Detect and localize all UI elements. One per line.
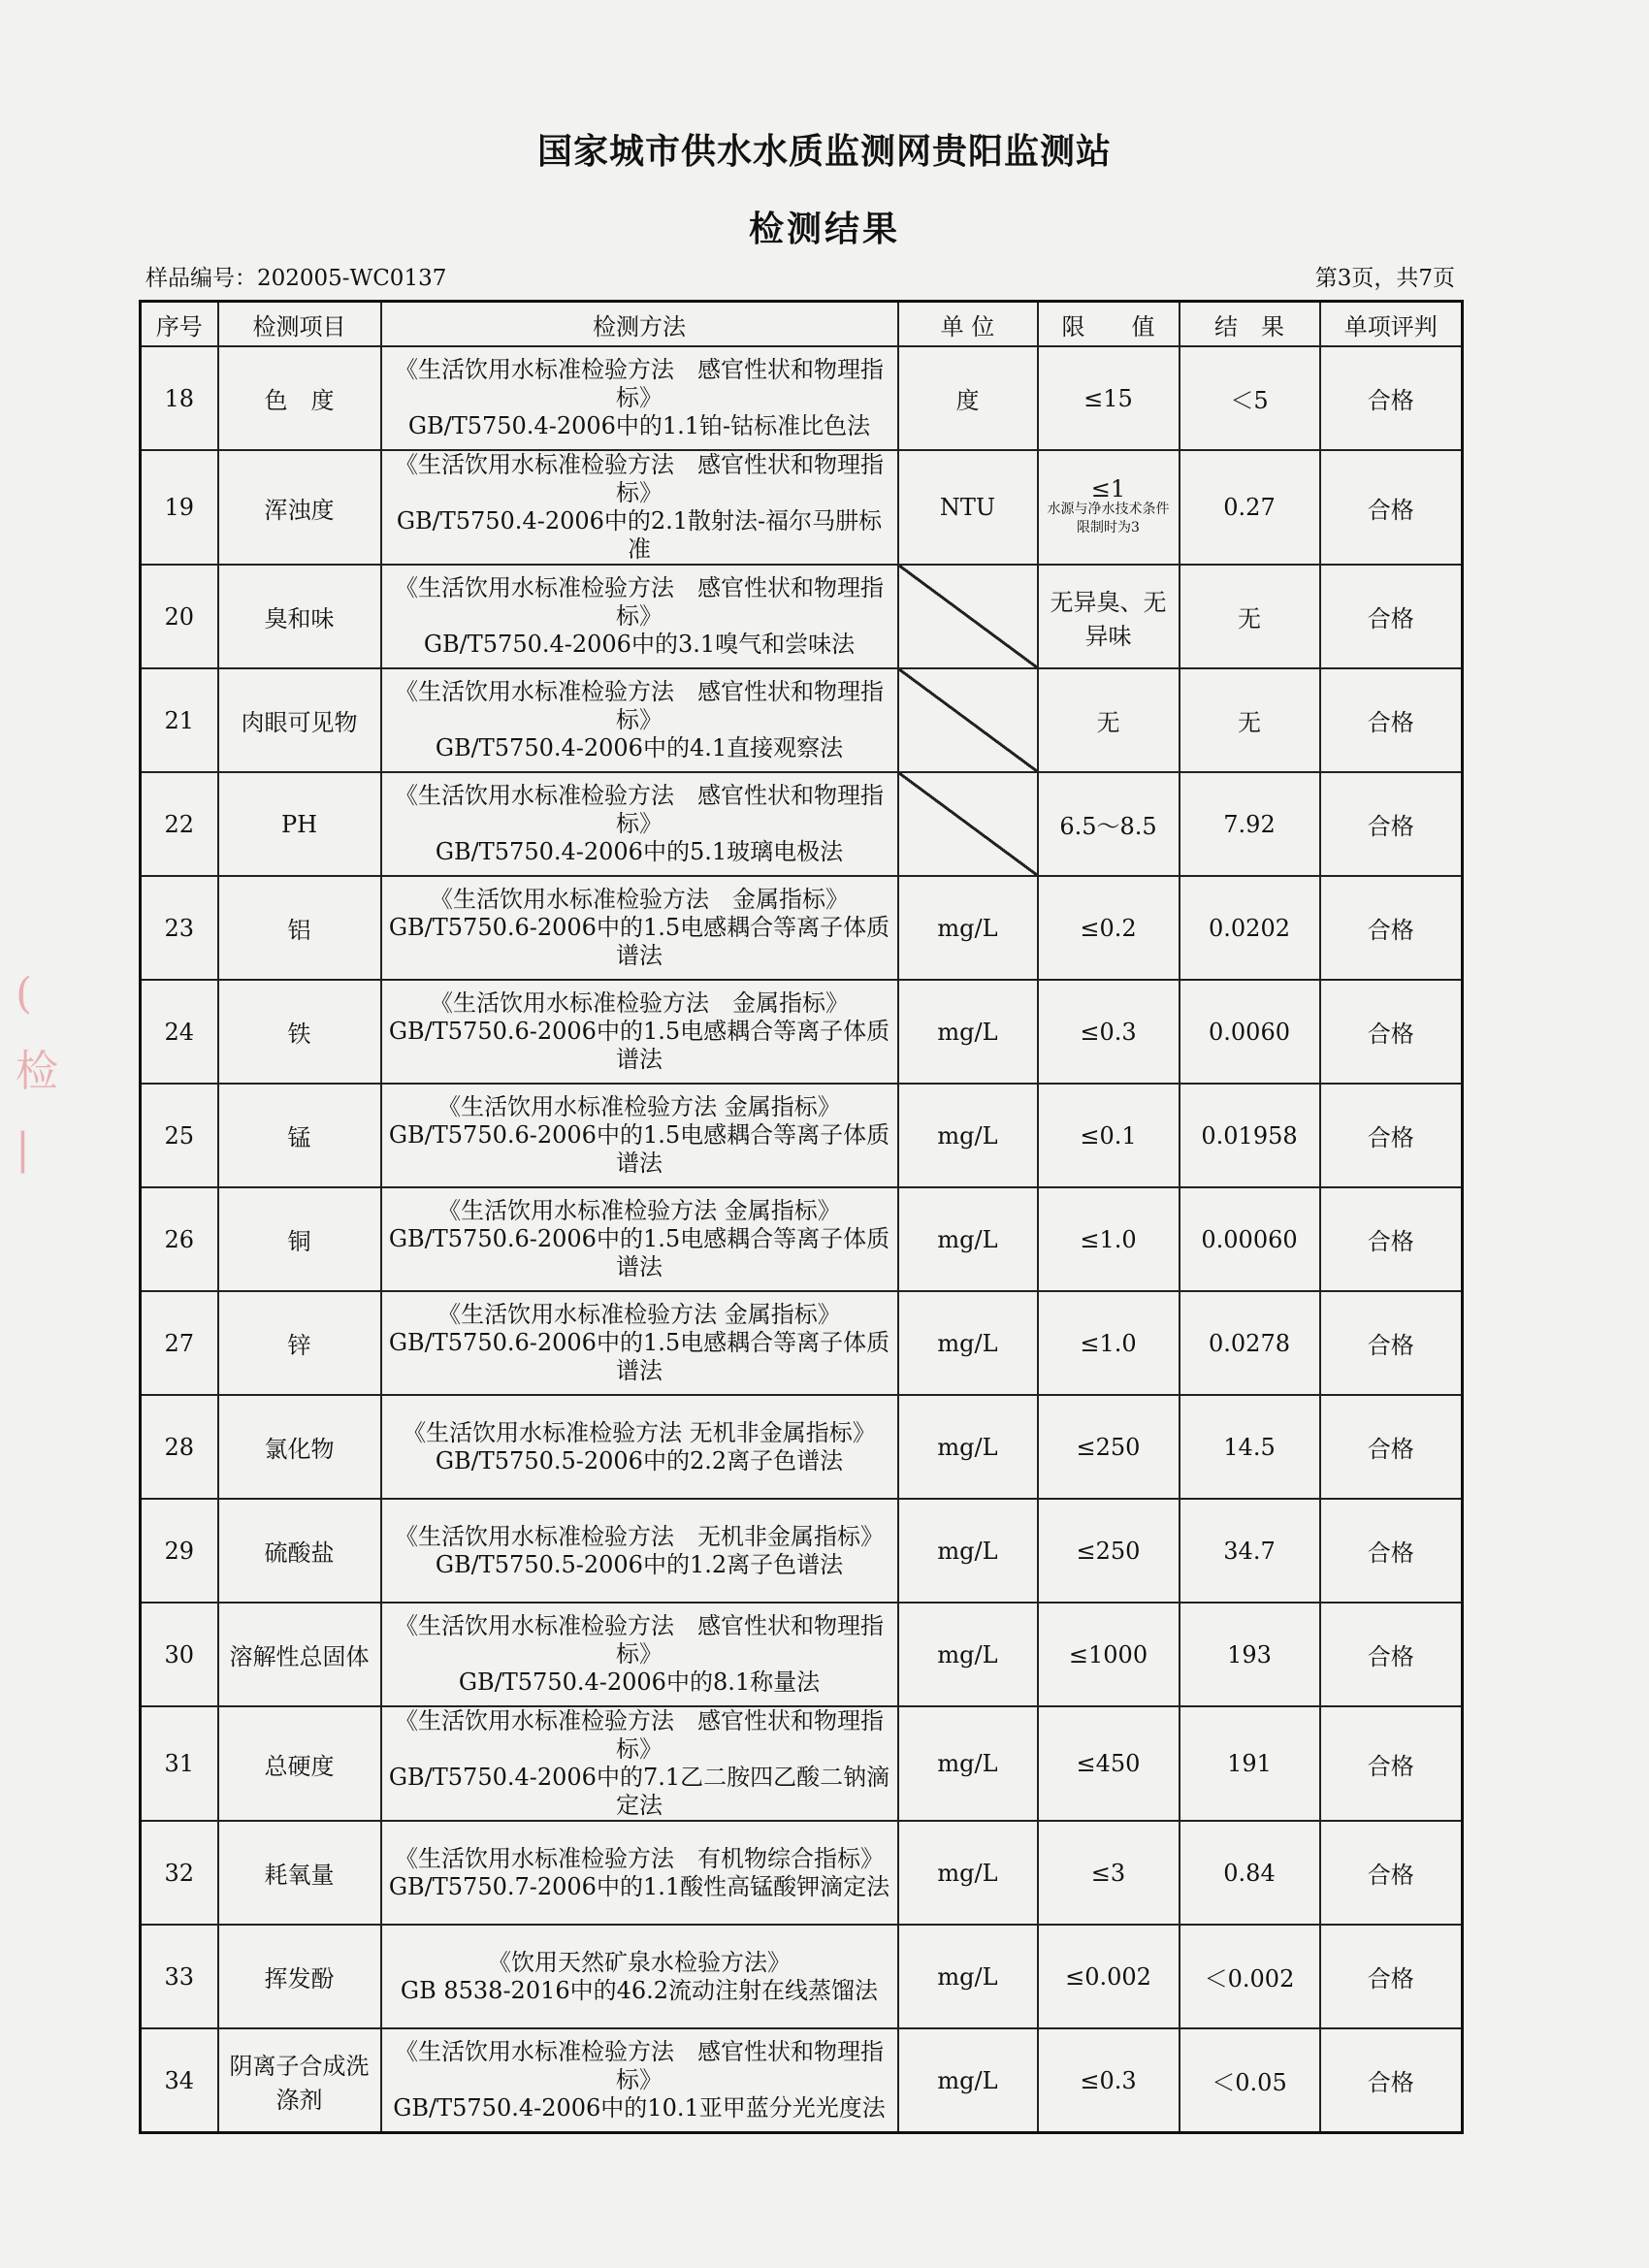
cell-judgement: 合格 bbox=[1320, 1291, 1463, 1395]
method-clause: GB/T5750.6-2006中的1.5电感耦合等离子体质谱法 bbox=[388, 1225, 890, 1280]
page-indicator: 第3页，共7页 bbox=[1314, 266, 1455, 291]
cell-limit bbox=[1038, 1187, 1180, 1291]
method-clause: GB/T5750.4-2006中的2.1散射法-福尔马肼标准 bbox=[396, 507, 883, 563]
results-table bbox=[139, 300, 1464, 2134]
cell-method bbox=[381, 1187, 898, 1291]
method-clause: GB/T5750.6-2006中的1.5电感耦合等离子体质谱法 bbox=[388, 1121, 890, 1177]
cell-unit: mg/L bbox=[898, 1925, 1038, 2028]
cell-method bbox=[381, 980, 898, 1084]
cell-judgement: 合格 bbox=[1320, 565, 1463, 668]
method-clause: GB/T5750.6-2006中的1.5电感耦合等离子体质谱法 bbox=[388, 1018, 890, 1073]
cell-result: 0.0278 bbox=[1180, 1291, 1320, 1395]
limit-value: ≤0.3 bbox=[1080, 1018, 1137, 1046]
cell-no: 27 bbox=[141, 1291, 218, 1395]
cell-method bbox=[381, 1706, 898, 1821]
cell-result: 无 bbox=[1180, 565, 1320, 668]
cell-limit bbox=[1038, 1291, 1180, 1395]
cell-unit: mg/L bbox=[898, 1187, 1038, 1291]
method-standard: 《生活饮用水标准检验方法 金属指标》 bbox=[437, 1301, 841, 1328]
method-clause: GB/T5750.6-2006中的1.5电感耦合等离子体质谱法 bbox=[388, 914, 890, 969]
cell-item: 溶解性总固体 bbox=[218, 1603, 381, 1706]
cell-unit: NTU bbox=[898, 450, 1038, 565]
cell-limit bbox=[1038, 980, 1180, 1084]
table-row bbox=[141, 1925, 1463, 2028]
limit-value: ≤1 bbox=[1090, 475, 1126, 502]
limit-value: ≤1.0 bbox=[1080, 1225, 1137, 1253]
cell-method bbox=[381, 346, 898, 450]
cell-judgement: 合格 bbox=[1320, 772, 1463, 876]
method-standard: 《生活饮用水标准检验方法 感官性状和物理指标》 bbox=[395, 451, 884, 506]
method-standard: 《生活饮用水标准检验方法 金属指标》 bbox=[430, 886, 849, 913]
method-standard: 《生活饮用水标准检验方法 有机物综合指标》 bbox=[395, 1844, 884, 1872]
method-standard: 《生活饮用水标准检验方法 感官性状和物理指标》 bbox=[395, 678, 884, 733]
report-subtitle: 检测结果 bbox=[748, 209, 900, 249]
limit-value: ≤250 bbox=[1076, 1433, 1141, 1461]
cell-unit bbox=[898, 668, 1038, 772]
col-header-judgement: 单项评判 bbox=[1320, 302, 1463, 347]
method-standard: 《生活饮用水标准检验方法 无机非金属指标》 bbox=[395, 1522, 884, 1550]
cell-no: 25 bbox=[141, 1084, 218, 1187]
table-row bbox=[141, 668, 1463, 772]
cell-method bbox=[381, 2028, 898, 2133]
method-clause: GB/T5750.6-2006中的1.5电感耦合等离子体质谱法 bbox=[388, 1329, 890, 1384]
cell-no: 22 bbox=[141, 772, 218, 876]
cell-judgement: 合格 bbox=[1320, 2028, 1463, 2133]
cell-result: ＜5 bbox=[1180, 346, 1320, 450]
cell-unit: mg/L bbox=[898, 2028, 1038, 2133]
cell-method bbox=[381, 450, 898, 565]
cell-result: 14.5 bbox=[1180, 1395, 1320, 1499]
limit-value: 无异臭、无异味 bbox=[1050, 588, 1167, 650]
cell-no: 26 bbox=[141, 1187, 218, 1291]
cell-method bbox=[381, 1925, 898, 2028]
cell-judgement: 合格 bbox=[1320, 1499, 1463, 1603]
method-clause: GB 8538-2016中的46.2流动注射在线蒸馏法 bbox=[400, 1976, 879, 2004]
cell-result: 191 bbox=[1180, 1706, 1320, 1821]
limit-value: ≤0.002 bbox=[1065, 1962, 1151, 1991]
cell-unit: mg/L bbox=[898, 1821, 1038, 1925]
method-standard: 《生活饮用水标准检验方法 感官性状和物理指标》 bbox=[395, 1612, 884, 1668]
cell-item: 硫酸盐 bbox=[218, 1499, 381, 1603]
cell-result: 7.92 bbox=[1180, 772, 1320, 876]
method-clause: GB/T5750.5-2006中的2.2离子色谱法 bbox=[435, 1446, 844, 1474]
cell-limit bbox=[1038, 565, 1180, 668]
cell-limit bbox=[1038, 1084, 1180, 1187]
method-clause: GB/T5750.4-2006中的7.1乙二胺四乙酸二钠滴定法 bbox=[388, 1764, 890, 1819]
cell-result: 0.27 bbox=[1180, 450, 1320, 565]
limit-value: ≤15 bbox=[1083, 384, 1133, 412]
cell-result: 0.00060 bbox=[1180, 1187, 1320, 1291]
cell-item: 铜 bbox=[218, 1187, 381, 1291]
table-row bbox=[141, 1084, 1463, 1187]
cell-limit bbox=[1038, 1925, 1180, 2028]
cell-result: 0.0202 bbox=[1180, 876, 1320, 980]
cell-no: 24 bbox=[141, 980, 218, 1084]
cell-method bbox=[381, 668, 898, 772]
cell-limit bbox=[1038, 1395, 1180, 1499]
cell-judgement: 合格 bbox=[1320, 1821, 1463, 1925]
cell-method bbox=[381, 1499, 898, 1603]
cell-limit bbox=[1038, 1706, 1180, 1821]
sample-number: 样品编号：202005-WC0137 bbox=[146, 266, 447, 291]
table-row bbox=[141, 772, 1463, 876]
cell-unit: mg/L bbox=[898, 1395, 1038, 1499]
cell-no: 33 bbox=[141, 1925, 218, 2028]
cell-result: ＜0.002 bbox=[1180, 1925, 1320, 2028]
table-row bbox=[141, 1706, 1463, 1821]
cell-item: 挥发酚 bbox=[218, 1925, 381, 2028]
cell-no: 30 bbox=[141, 1603, 218, 1706]
cell-item: 耗氧量 bbox=[218, 1821, 381, 1925]
table-header-row bbox=[141, 302, 1463, 347]
table-row bbox=[141, 980, 1463, 1084]
cell-result: 0.0060 bbox=[1180, 980, 1320, 1084]
cell-unit: mg/L bbox=[898, 1291, 1038, 1395]
cell-no: 28 bbox=[141, 1395, 218, 1499]
cell-no: 29 bbox=[141, 1499, 218, 1603]
method-clause: GB/T5750.7-2006中的1.1酸性高锰酸钾滴定法 bbox=[388, 1872, 890, 1900]
col-header-item: 检测项目 bbox=[218, 302, 381, 347]
cell-limit bbox=[1038, 668, 1180, 772]
cell-no: 20 bbox=[141, 565, 218, 668]
method-clause: GB/T5750.5-2006中的1.2离子色谱法 bbox=[435, 1550, 844, 1578]
method-clause: GB/T5750.4-2006中的1.1铂-钴标准比色法 bbox=[407, 412, 871, 439]
table-row bbox=[141, 1187, 1463, 1291]
method-standard: 《生活饮用水标准检验方法 感官性状和物理指标》 bbox=[395, 574, 884, 630]
cell-no: 21 bbox=[141, 668, 218, 772]
cell-method bbox=[381, 1603, 898, 1706]
col-header-limit: 限 值 bbox=[1038, 302, 1180, 347]
method-clause: GB/T5750.4-2006中的5.1玻璃电极法 bbox=[435, 838, 844, 865]
cell-judgement: 合格 bbox=[1320, 346, 1463, 450]
cell-limit bbox=[1038, 1499, 1180, 1603]
limit-value: ≤250 bbox=[1076, 1537, 1141, 1565]
cell-judgement: 合格 bbox=[1320, 1084, 1463, 1187]
method-standard: 《生活饮用水标准检验方法 感官性状和物理指标》 bbox=[395, 2038, 884, 2093]
cell-unit bbox=[898, 772, 1038, 876]
table-row bbox=[141, 876, 1463, 980]
cell-unit: mg/L bbox=[898, 876, 1038, 980]
col-header-unit: 单 位 bbox=[898, 302, 1038, 347]
table-row bbox=[141, 565, 1463, 668]
cell-judgement: 合格 bbox=[1320, 876, 1463, 980]
cell-limit bbox=[1038, 346, 1180, 450]
cell-unit: mg/L bbox=[898, 1603, 1038, 1706]
seal-stamp-fragment: ( 检 | bbox=[16, 969, 58, 1174]
cell-result: 0.84 bbox=[1180, 1821, 1320, 1925]
cell-limit bbox=[1038, 450, 1180, 565]
col-header-result: 结 果 bbox=[1180, 302, 1320, 347]
method-standard: 《生活饮用水标准检验方法 金属指标》 bbox=[430, 989, 849, 1017]
method-standard: 《生活饮用水标准检验方法 感官性状和物理指标》 bbox=[395, 356, 884, 411]
cell-no: 32 bbox=[141, 1821, 218, 1925]
cell-no: 18 bbox=[141, 346, 218, 450]
limit-value: 6.5～8.5 bbox=[1059, 813, 1157, 840]
table-row bbox=[141, 1395, 1463, 1499]
cell-item: 臭和味 bbox=[218, 565, 381, 668]
cell-item: 阴离子合成洗涤剂 bbox=[218, 2028, 381, 2133]
limit-value: 无 bbox=[1096, 709, 1120, 736]
cell-limit bbox=[1038, 772, 1180, 876]
method-clause: GB/T5750.4-2006中的10.1亚甲蓝分光光度法 bbox=[393, 2094, 886, 2122]
cell-result: ＜0.05 bbox=[1180, 2028, 1320, 2133]
cell-judgement: 合格 bbox=[1320, 1187, 1463, 1291]
method-standard: 《生活饮用水标准检验方法 金属指标》 bbox=[437, 1197, 841, 1224]
cell-item: 锌 bbox=[218, 1291, 381, 1395]
cell-judgement: 合格 bbox=[1320, 1925, 1463, 2028]
method-standard: 《生活饮用水标准检验方法 金属指标》 bbox=[437, 1093, 841, 1120]
method-clause: GB/T5750.4-2006中的4.1直接观察法 bbox=[435, 734, 844, 761]
cell-limit bbox=[1038, 1603, 1180, 1706]
cell-result: 无 bbox=[1180, 668, 1320, 772]
table-row bbox=[141, 1603, 1463, 1706]
limit-value: ≤0.1 bbox=[1080, 1121, 1137, 1150]
method-standard: 《饮用天然矿泉水检验方法》 bbox=[488, 1948, 791, 1976]
cell-unit: mg/L bbox=[898, 980, 1038, 1084]
col-header-method: 检测方法 bbox=[381, 302, 898, 347]
cell-no: 31 bbox=[141, 1706, 218, 1821]
limit-value: ≤1.0 bbox=[1080, 1329, 1137, 1357]
cell-unit: mg/L bbox=[898, 1084, 1038, 1187]
cell-method bbox=[381, 1821, 898, 1925]
table-row bbox=[141, 1821, 1463, 1925]
limit-value: ≤0.2 bbox=[1080, 914, 1137, 942]
limit-value: ≤450 bbox=[1076, 1750, 1141, 1777]
cell-no: 34 bbox=[141, 2028, 218, 2133]
cell-item: 氯化物 bbox=[218, 1395, 381, 1499]
cell-judgement: 合格 bbox=[1320, 980, 1463, 1084]
table-row bbox=[141, 1499, 1463, 1603]
cell-result: 0.01958 bbox=[1180, 1084, 1320, 1187]
table-row bbox=[141, 2028, 1463, 2133]
cell-item: 浑浊度 bbox=[218, 450, 381, 565]
cell-judgement: 合格 bbox=[1320, 1395, 1463, 1499]
limit-value: ≤1000 bbox=[1068, 1640, 1148, 1669]
report-title: 国家城市供水水质监测网贵阳监测站 bbox=[536, 131, 1112, 172]
cell-no: 23 bbox=[141, 876, 218, 980]
method-clause: GB/T5750.4-2006中的3.1嗅气和尝味法 bbox=[423, 631, 856, 658]
cell-item: 铝 bbox=[218, 876, 381, 980]
cell-method bbox=[381, 1291, 898, 1395]
cell-method bbox=[381, 1084, 898, 1187]
limit-note: 水源与净水技术条件限制时为3 bbox=[1047, 502, 1170, 535]
cell-result: 193 bbox=[1180, 1603, 1320, 1706]
cell-item: 锰 bbox=[218, 1084, 381, 1187]
cell-no: 19 bbox=[141, 450, 218, 565]
table-row bbox=[141, 346, 1463, 450]
cell-unit: 度 bbox=[898, 346, 1038, 450]
method-standard: 《生活饮用水标准检验方法 无机非金属指标》 bbox=[403, 1418, 876, 1446]
method-standard: 《生活饮用水标准检验方法 感官性状和物理指标》 bbox=[395, 1707, 884, 1763]
cell-item: 铁 bbox=[218, 980, 381, 1084]
limit-value: ≤0.3 bbox=[1080, 2066, 1137, 2094]
cell-item: 总硬度 bbox=[218, 1706, 381, 1821]
cell-unit bbox=[898, 565, 1038, 668]
cell-limit bbox=[1038, 1821, 1180, 1925]
cell-limit bbox=[1038, 2028, 1180, 2133]
cell-item: 肉眼可见物 bbox=[218, 668, 381, 772]
cell-limit bbox=[1038, 876, 1180, 980]
table-row bbox=[141, 1291, 1463, 1395]
col-header-no: 序号 bbox=[141, 302, 218, 347]
cell-method bbox=[381, 1395, 898, 1499]
limit-value: ≤3 bbox=[1090, 1859, 1126, 1887]
table-row bbox=[141, 450, 1463, 565]
cell-judgement: 合格 bbox=[1320, 1706, 1463, 1821]
cell-judgement: 合格 bbox=[1320, 668, 1463, 772]
cell-judgement: 合格 bbox=[1320, 1603, 1463, 1706]
cell-method bbox=[381, 565, 898, 668]
cell-unit: mg/L bbox=[898, 1499, 1038, 1603]
cell-method bbox=[381, 876, 898, 980]
cell-result: 34.7 bbox=[1180, 1499, 1320, 1603]
cell-item: PH bbox=[218, 772, 381, 876]
method-standard: 《生活饮用水标准检验方法 感官性状和物理指标》 bbox=[395, 782, 884, 837]
cell-item: 色 度 bbox=[218, 346, 381, 450]
cell-unit: mg/L bbox=[898, 1706, 1038, 1821]
cell-judgement: 合格 bbox=[1320, 450, 1463, 565]
cell-method bbox=[381, 772, 898, 876]
method-clause: GB/T5750.4-2006中的8.1称量法 bbox=[458, 1669, 821, 1696]
